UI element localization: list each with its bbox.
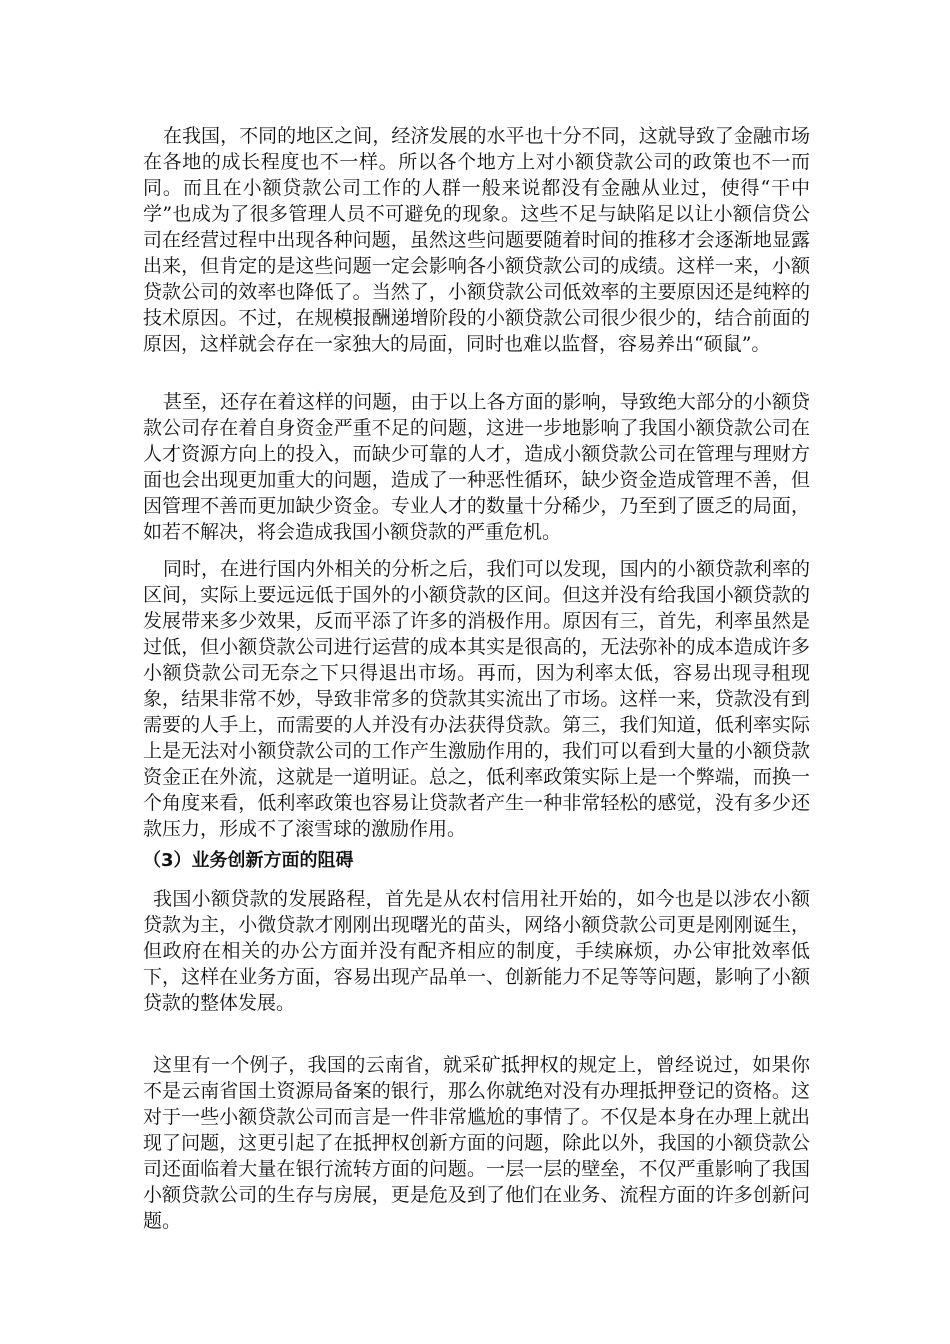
section-heading: （3）业务创新方面的阻碍	[143, 850, 354, 871]
paragraph-development-path: 我国小额贷款的发展路程，首先是从农村信用社开始的，如今也是以涉农小额贷款为主，小微贷款才刚刚出现曙光的苗头，网络小额贷款公司更是刚刚诞生，但政府在相关的办公方面并没有配齐相应的制度，手续麻烦，办公审批效率低下，这样在业务方面，容易出现产品单一、创新能力不足等等问题，影响了小额贷款的整体发展。	[143, 888, 810, 1014]
paragraph-local-policy-differences: 在我国，不同的地区之间，经济发展的水平也十分不同，这就导致了金融市场在各地的成长程度也不一样。所以各个地方上对小额贷款公司的政策也不一而同。而且在小额贷款公司工作的人群一般来说都没有金融从业过，使得“干中学”也成为了很多管理人员不可避免的现象。这些不足与缺陷足以让小额信贷公司在经营过程中出现各种问题，虽然这些问题要随着时间的推移才会逐渐地显露出来，但肯定的是这些问题一定会影响各小额贷款公司的成绩。这样一来，小额贷款公司的效率也降低了。当然了，小额贷款公司低效率的主要原因还是纯粹的技术原因。不过，在规模报酬递增阶段的小额贷款公司很少很少的，结合前面的原因，这样就会存在一家独大的局面，同时也难以监督，容易养出“硕鼠”。	[143, 125, 810, 355]
paragraph-interest-rate: 同时，在进行国内外相关的分析之后，我们可以发现，国内的小额贷款利率的区间，实际上要远远低于国外的小额贷款的区间。但这并没有给我国小额贷款的发展带来多少效果，反而平添了许多的消极作用。原因有三，首先，利率虽然是过低，但小额贷款公司进行运营的成本其实是很高的，无法弥补的成本造成许多小额贷款公司无奈之下只得退出市场。再而，因为利率太低，容易出现寻租现象，结果非常不妙，导致非常多的贷款其实流出了市场。这样一来，贷款没有到需要的人手上，而需要的人并没有办法获得贷款。第三，我们知道，低利率实际上是无法对小额贷款公司的工作产生激励作用的，我们可以看到大量的小额贷款资金正在外流，这就是一道明证。总之，低利率政策实际上是一个弊端，而换一个角度来看，低利率政策也容易让贷款者产生一种非常轻松的感觉，没有多少还款压力，形成不了滚雪球的激励作用。	[143, 558, 810, 840]
paragraph-yunnan-example: 这里有一个例子，我国的云南省，就采矿抵押权的规定上，曾经说过，如果你不是云南省国土资源局备案的银行，那么你就绝对没有办理抵押登记的资格。这对于一些小额贷款公司而言是一件非常尴尬的事情了。不仅是本身在办理上就出现了问题，这更引起了在抵押权创新方面的问题，除此以外，我国的小额贷款公司还面临着大量在银行流转方面的问题。一层一层的壁垒，不仅严重影响了我国小额贷款公司的生存与房展，更是危及到了他们在业务、流程方面的许多创新问题。	[143, 1054, 810, 1232]
paragraph-capital-shortage: 甚至，还存在着这样的问题，由于以上各方面的影响，导致绝大部分的小额贷款公司存在着自身资金严重不足的问题，这进一步地影响了我国小额贷款公司在人才资源方向上的投入，而缺少可靠的人才，造成小额贷款公司在管理与理财方面也会出现更加重大的问题，造成了一种恶性循环，缺少资金造成管理不善，但因管理不善而更加缺少资金。专业人才的数量十分稀少，乃至到了匮乏的局面，如若不解决，将会造成我国小额贷款的严重危机。	[143, 391, 810, 543]
